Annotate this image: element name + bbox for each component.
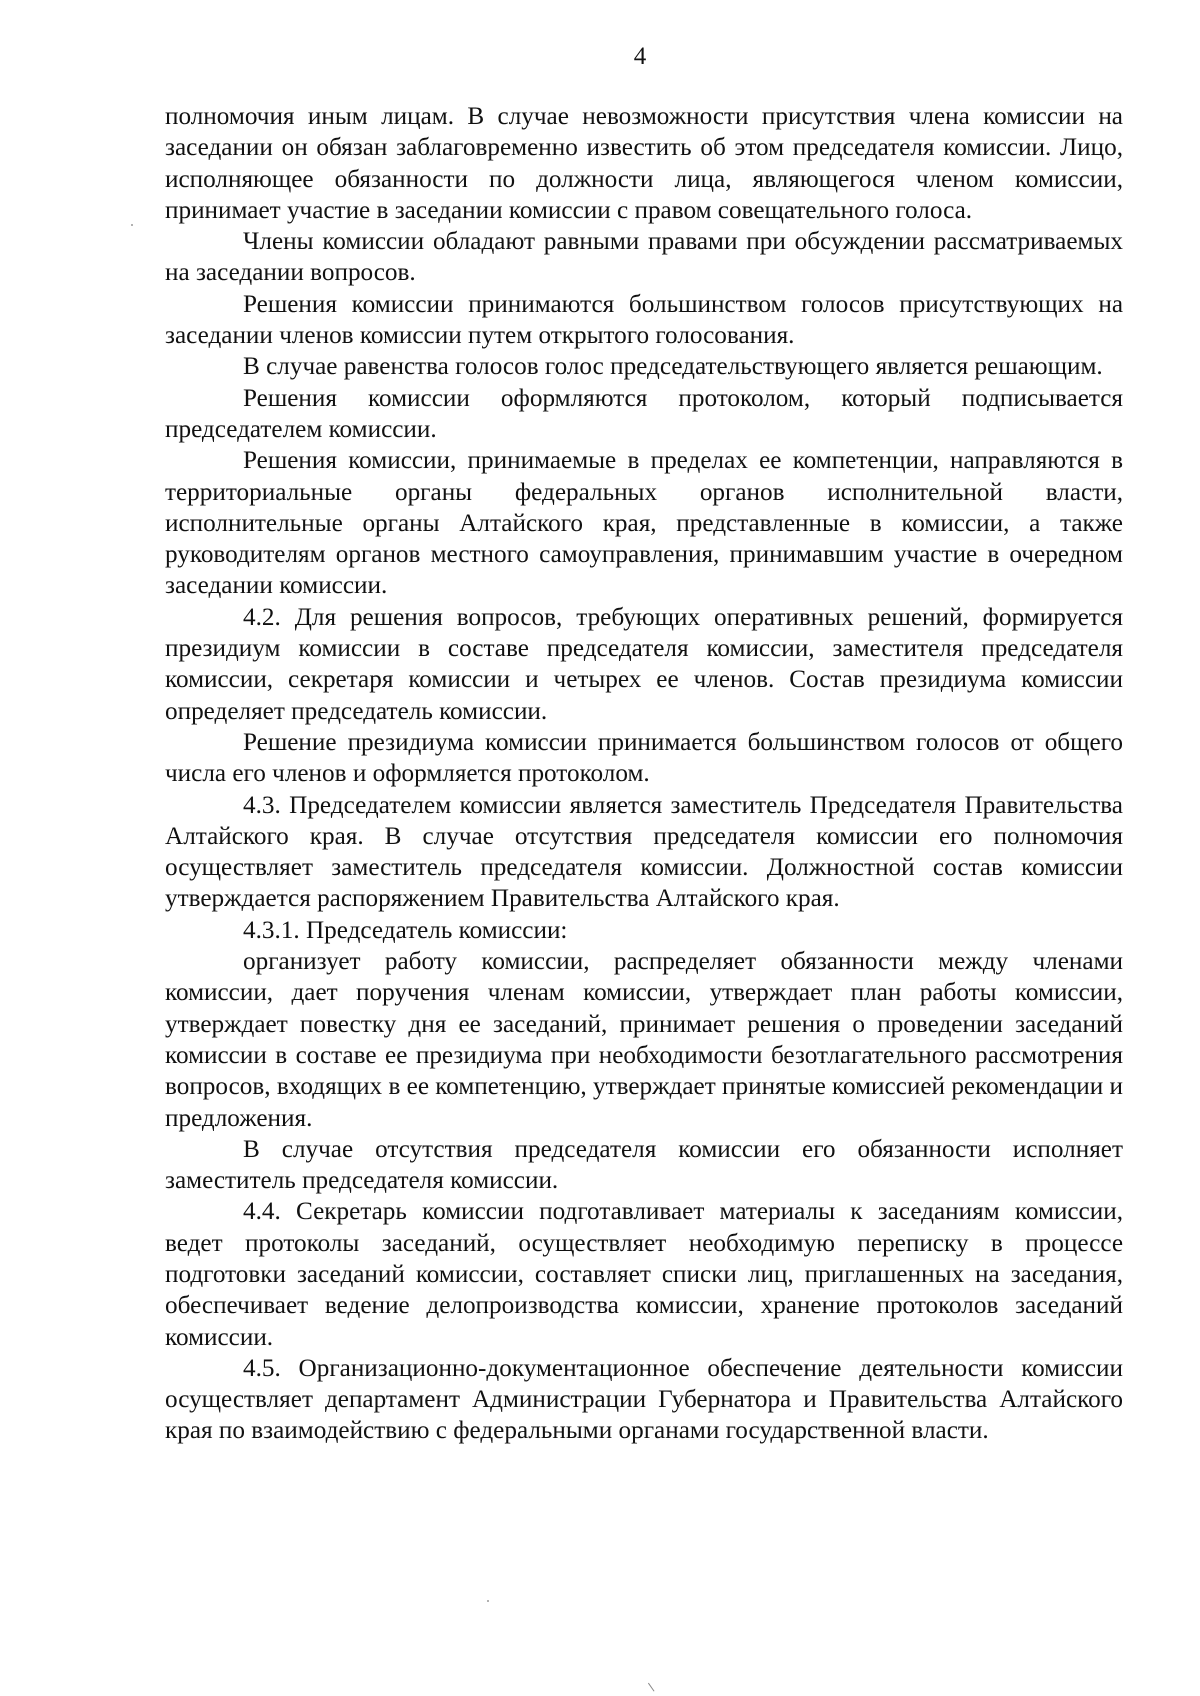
paragraph-section-4-2: 4.2. Для решения вопросов, требующих оперативных решений, формируется президиум комиссии в составе председателя комиссии, заместителя председателя комиссии, секретаря комиссии и четырех ее членов. Состав президиума комиссии определяет председатель комиссии. (165, 603, 1123, 725)
page-number: 4 (633, 43, 647, 70)
paragraph-section-4-4: 4.4. Секретарь комиссии подготавливает материалы к заседаниям комиссии, ведет протоколы заседаний, осуществляет необходимую переписку в процессе подготовки заседаний комиссии, составляет списки лиц, приглашенных на заседания, обеспечивает ведение делопроизводства комиссии, хранение протоколов заседаний комиссии. (165, 1198, 1123, 1351)
scan-mark (645, 1683, 654, 1693)
paragraph-member-replacement: полномочия иным лицам. В случае невозможности присутствия члена комиссии на заседании он обязан заблаговременно известить об этом председателя комиссии. Лицо, исполняющее обязанности по должности лица, являющегося членом комиссии, принимает участие в заседании комиссии с правом совещательного голоса. (165, 103, 1123, 224)
paragraph-decisions-distribution: Решения комиссии, принимаемые в пределах ее компетенции, направляются в территориальные органы федеральных органов исполнительной власти, исполнительные органы Алтайского края, представленные в комиссии, а также руководителям органов местного самоуправления, принимавшим участие в очередном заседании комиссии. (165, 447, 1123, 600)
document-body (165, 101, 1123, 1447)
scan-speck (131, 224, 133, 226)
paragraph-section-4-5: 4.5. Организационно-документационное обеспечение деятельности комиссии осуществляет департамент Администрации Губернатора и Правительства Алтайского края по взаимодействию с федеральными органами государственной власти. (165, 1354, 1123, 1445)
paragraph-section-4-3: 4.3. Председателем комиссии является заместитель Председателя Правительства Алтайского края. В случае отсутствия председателя комиссии его полномочия осуществляет заместитель председателя комиссии. Должностной состав комиссии утверждается распоряжением Правительства Алтайского края. (165, 791, 1123, 913)
paragraph-protocol: Решения комиссии оформляются протоколом, который подписывается председателем комиссии. (165, 384, 1123, 443)
paragraph-tie-vote: В случае равенства голосов голос председательствующего является решающим. (243, 353, 1103, 381)
paragraph-presidium-decision: Решение президиума комиссии принимается большинством голосов от общего числа его членов и оформляется протоколом. (165, 728, 1123, 788)
paragraph-majority-vote: Решения комиссии принимаются большинством голосов присутствующих на заседании членов комиссии путем открытого голосования. (165, 290, 1123, 350)
paragraph-chairman-absence: В случае отсутствия председателя комиссии его обязанности исполняет заместитель председателя комиссии. (165, 1135, 1123, 1195)
scan-speck (487, 1600, 489, 1602)
paragraph-section-4-3-1-heading: 4.3.1. Председатель комиссии: (243, 916, 568, 944)
paragraph-equal-rights: Члены комиссии обладают равными правами при обсуждении рассматриваемых на заседании вопросов. (165, 228, 1123, 287)
paragraph-chairman-duties: организует работу комиссии, распределяет обязанности между членами комиссии, дает поручения членам комиссии, утверждает план работы комиссии, утверждает повестку дня ее заседаний, принимает решения о проведении заседаний комиссии в составе ее президиума при необходимости безотлагательного рассмотрения вопросов, входящих в ее компетенцию, утверждает принятые комиссией рекомендации и предложения. (165, 948, 1123, 1132)
